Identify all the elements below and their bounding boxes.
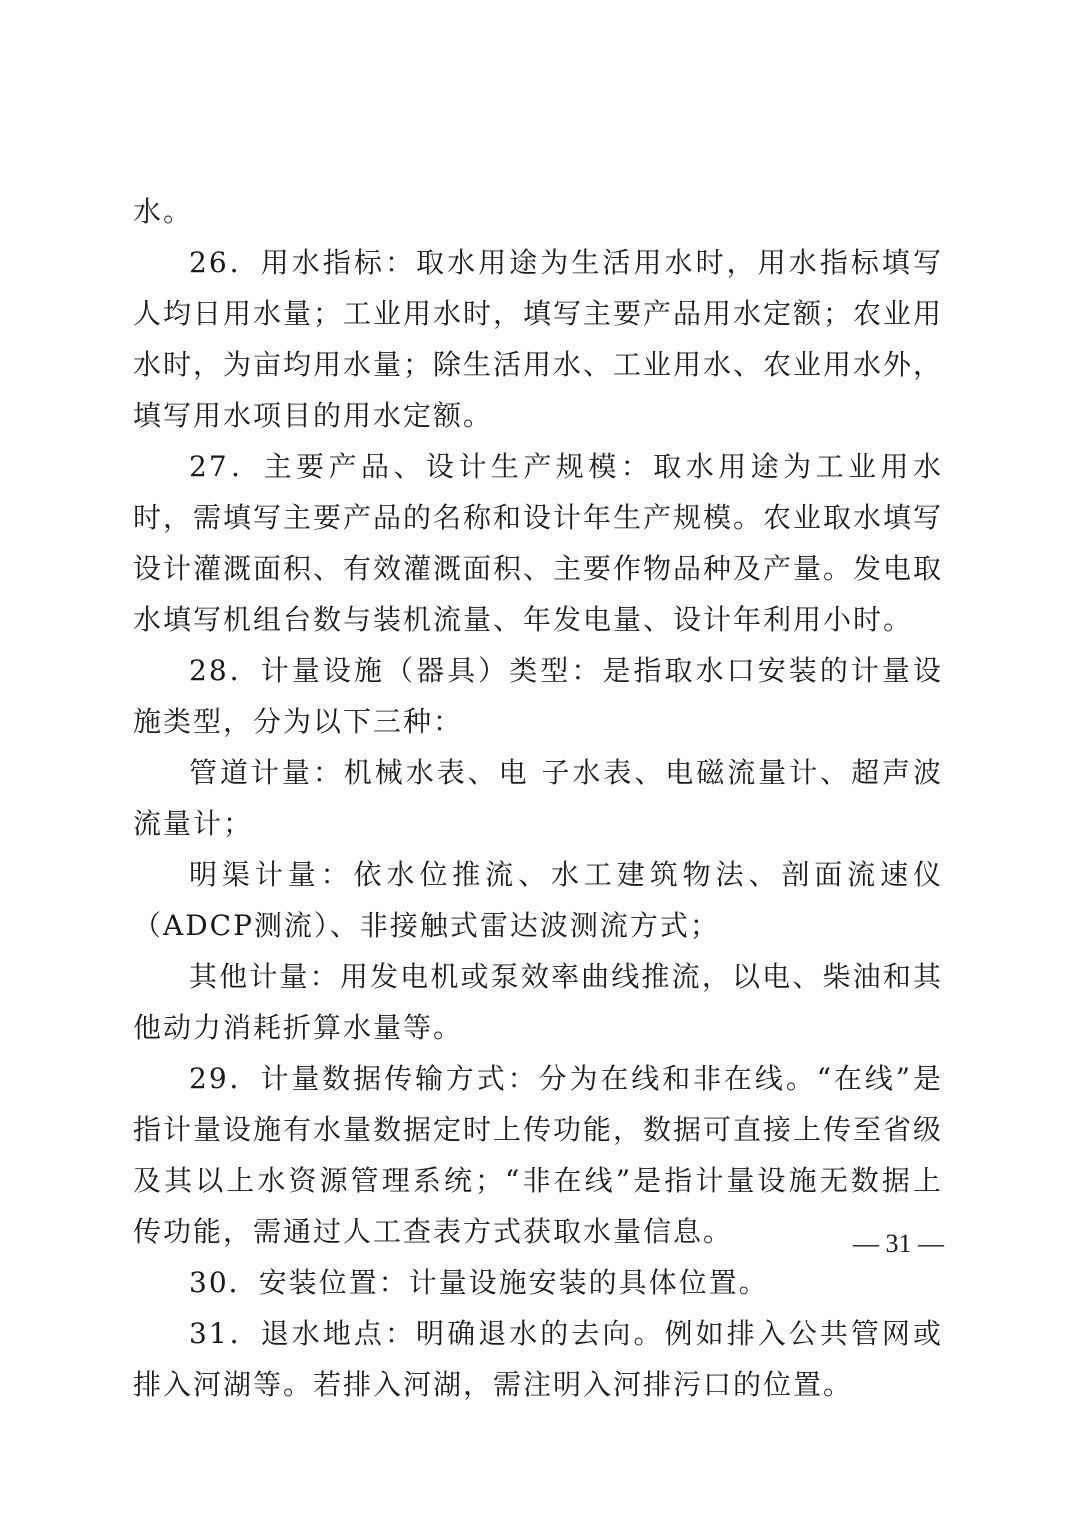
document-body: [133, 186, 943, 1410]
paragraph-item-29: 29．计量数据传输方式：分为在线和非在线。“在线”是指计量设施有水量数据定时上传功能，数据可直接上传至省级及其以上水资源管理系统；“非在线”是指计量设施无数据上传功能，需通过人工查表方式获取水量信息。: [133, 1062, 944, 1248]
paragraph-pipe-metering: 管道计量：机械水表、电 子水表、电磁流量计、超声波流量计；: [133, 756, 943, 840]
paragraph-open-channel-metering: 明渠计量：依水位推流、水工建筑物法、剖面流速仪（ADCP测流）、非接触式雷达波测流方式；: [133, 858, 943, 942]
paragraph-other-metering: 其他计量：用发电机或泵效率曲线推流，以电、柴油和其他动力消耗折算水量等。: [133, 960, 943, 1044]
paragraph-item-30: 30．安装位置：计量设施安装的具体位置。: [189, 1266, 769, 1299]
paragraph-continuation: 水。: [133, 195, 194, 228]
paragraph-item-31: 31．退水地点：明确退水的去向。例如排入公共管网或排入河湖等。若排入河湖，需注明入河排污口的位置。: [133, 1317, 943, 1401]
paragraph-item-28: 28．计量设施（器具）类型：是指取水口安装的计量设施类型，分为以下三种：: [133, 654, 943, 738]
page-number: — 31 —: [853, 1229, 944, 1258]
paragraph-item-26: 26．用水指标：取水用途为生活用水时，用水指标填写人均日用水量；工业用水时，填写主要产品用水定额；农业用水时，为亩均用水量；除生活用水、工业用水、农业用水外，填写用水项目的用水定额。: [133, 246, 944, 432]
paragraph-item-27: 27．主要产品、设计生产规模：取水用途为工业用水时，需填写主要产品的名称和设计年生产规模。农业取水填写设计灌溉面积、有效灌溉面积、主要作物品种及产量。发电取水填写机组台数与装机流量、年发电量、设计年利用小时。: [133, 450, 944, 636]
